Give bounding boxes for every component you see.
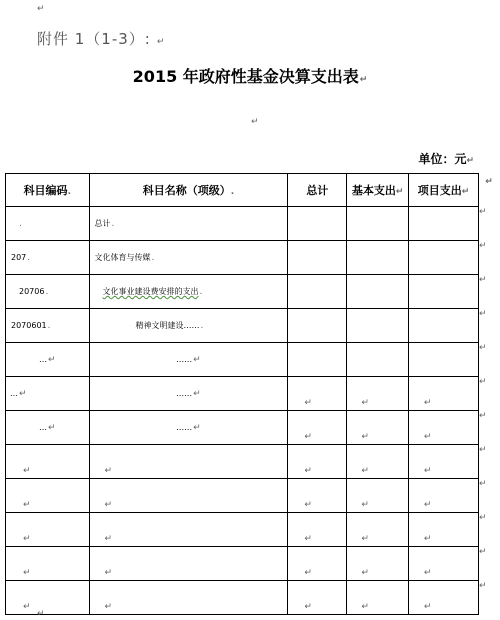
table-row xyxy=(6,445,500,479)
table-row xyxy=(6,343,500,377)
total-cell: ↵ xyxy=(288,513,347,547)
paragraph-mark: ↵ xyxy=(156,37,166,47)
basic-cell: ↵ xyxy=(347,513,409,547)
project-cell: ↵ xyxy=(408,581,478,615)
total-cell: ↵ xyxy=(288,445,347,479)
name-cell: 总计. xyxy=(89,207,288,241)
name-cell: ……↵ xyxy=(89,343,288,377)
paragraph-mark: ↵ xyxy=(37,4,45,14)
basic-cell: ↵ xyxy=(347,445,409,479)
header-name xyxy=(89,174,288,207)
paragraph-mark: . xyxy=(230,187,235,197)
page-title-text: 2015 年政府性基金决算支出表 xyxy=(132,67,359,86)
paragraph-mark: . xyxy=(47,320,51,331)
name-cell: 精神文明建设……. xyxy=(89,309,288,343)
header-name-text: 科目名称（项级） xyxy=(142,184,231,197)
row-end-mark: ↵ xyxy=(479,410,487,421)
header-basic xyxy=(347,174,409,207)
code-cell: ↵ xyxy=(6,581,90,615)
project-cell: ↵ xyxy=(408,547,478,581)
header-project xyxy=(408,174,478,207)
row-end-mark: ↵ xyxy=(479,342,487,353)
paragraph-mark: . xyxy=(27,252,31,263)
header-total xyxy=(288,174,347,207)
name-cell: ……↵ xyxy=(89,411,288,445)
attachment-label-text: 附件 1（1-3）: xyxy=(37,30,151,48)
header-code xyxy=(6,174,90,207)
paragraph-mark: ↵ xyxy=(466,156,474,166)
basic-cell xyxy=(347,241,409,275)
paragraph-mark: ↵ xyxy=(48,422,56,433)
row-end-mark: ↵ xyxy=(479,546,487,557)
total-cell xyxy=(288,241,347,275)
table-row xyxy=(6,513,500,547)
basic-cell: ↵ xyxy=(347,411,409,445)
row-end-mark: ↵ xyxy=(479,206,487,217)
row-end-mark: ↵ xyxy=(479,478,487,489)
code-cell: ↵ xyxy=(6,547,90,581)
total-cell: ↵ xyxy=(288,547,347,581)
paragraph-mark: ↵ xyxy=(48,354,56,365)
project-cell: ↵ xyxy=(408,377,478,411)
attachment-label xyxy=(37,28,165,49)
paragraph-mark: ↵ xyxy=(193,354,201,365)
total-cell: ↵ xyxy=(288,411,347,445)
table-row xyxy=(6,411,500,445)
row-end-mark xyxy=(479,174,500,207)
paragraph-mark: . xyxy=(111,219,115,229)
basic-cell: ↵ xyxy=(347,581,409,615)
name-cell: ……↵ xyxy=(89,377,288,411)
code-cell: ↵ xyxy=(6,479,90,513)
unit-label xyxy=(418,150,474,167)
total-cell: ↵ xyxy=(288,479,347,513)
project-cell xyxy=(408,343,478,377)
basic-cell: ↵ xyxy=(347,377,409,411)
project-cell xyxy=(408,241,478,275)
table-row xyxy=(6,309,500,343)
paragraph-mark: ↵ xyxy=(461,187,470,197)
page-title xyxy=(0,64,500,87)
expenditure-table xyxy=(5,173,500,615)
paragraph-mark: . xyxy=(67,187,71,197)
basic-cell xyxy=(347,343,409,377)
paragraph-mark: ↵ xyxy=(37,609,45,619)
paragraph-mark: ↵ xyxy=(251,117,259,127)
name-cell: 文化事业建设费安排的支出. xyxy=(89,275,288,309)
name-cell: ↵ xyxy=(89,513,288,547)
unit-label-text: 单位：元 xyxy=(418,152,467,166)
project-cell xyxy=(408,275,478,309)
table-row xyxy=(6,581,500,615)
project-cell: ↵ xyxy=(408,479,478,513)
paragraph-mark: ↵ xyxy=(193,422,201,433)
total-cell: ↵ xyxy=(288,581,347,615)
paragraph-mark: ↵ xyxy=(19,388,27,399)
basic-cell: ↵ xyxy=(347,479,409,513)
row-end-mark: ↵ xyxy=(479,240,487,251)
code-cell xyxy=(6,207,90,241)
paragraph-mark: . xyxy=(45,286,49,297)
basic-cell: ↵ xyxy=(347,547,409,581)
row-end-mark: ↵ xyxy=(479,274,487,285)
paragraph-mark: ↵ xyxy=(359,75,368,85)
row-end-mark: ↵ xyxy=(479,376,487,387)
code-cell: 2070601. xyxy=(6,309,90,343)
row-end-mark: ↵ xyxy=(479,580,487,591)
header-code-text: 科目编码 xyxy=(23,184,68,197)
table-row xyxy=(6,241,500,275)
code-cell: ↵ xyxy=(6,513,90,547)
code-cell: …↵ xyxy=(6,411,90,445)
name-cell: ↵ xyxy=(89,547,288,581)
code-cell: ↵ xyxy=(6,445,90,479)
header-project-text: 项目支出 xyxy=(417,184,462,197)
table-row xyxy=(6,377,500,411)
code-cell: …↵ xyxy=(6,343,90,377)
total-cell: ↵ xyxy=(288,377,347,411)
row-end-mark: ↵ xyxy=(479,308,487,319)
total-cell xyxy=(288,343,347,377)
table-header-row xyxy=(6,174,500,207)
total-cell xyxy=(288,207,347,241)
project-cell xyxy=(408,309,478,343)
code-cell: 207. xyxy=(6,241,90,275)
project-cell: ↵ xyxy=(408,445,478,479)
project-cell: ↵ xyxy=(408,513,478,547)
table-row xyxy=(6,479,500,513)
table-row xyxy=(6,275,500,309)
name-cell: 文化体育与传媒. xyxy=(89,241,288,275)
code-cell: 20706. xyxy=(6,275,90,309)
code-cell: …↵ xyxy=(6,377,90,411)
name-cell: ↵ xyxy=(89,479,288,513)
header-total-text: 总计 xyxy=(306,184,329,197)
paragraph-mark: . xyxy=(151,253,155,263)
table-row xyxy=(6,547,500,581)
project-cell: ↵ xyxy=(408,411,478,445)
paragraph-mark: ↵ xyxy=(485,176,493,187)
header-basic-text: 基本支出 xyxy=(351,184,396,197)
row-end-mark: ↵ xyxy=(479,512,487,523)
basic-cell xyxy=(347,309,409,343)
paragraph-mark: . xyxy=(19,218,22,229)
total-cell xyxy=(288,275,347,309)
table-row xyxy=(6,207,500,241)
name-cell: ↵ xyxy=(89,445,288,479)
paragraph-mark: . xyxy=(200,321,204,331)
name-cell: ↵ xyxy=(89,581,288,615)
total-cell xyxy=(288,309,347,343)
row-end-mark: ↵ xyxy=(479,444,487,455)
paragraph-mark: ↵ xyxy=(395,187,404,197)
paragraph-mark: . xyxy=(199,287,203,297)
basic-cell xyxy=(347,207,409,241)
basic-cell xyxy=(347,275,409,309)
project-cell xyxy=(408,207,478,241)
paragraph-mark: ↵ xyxy=(193,388,201,399)
